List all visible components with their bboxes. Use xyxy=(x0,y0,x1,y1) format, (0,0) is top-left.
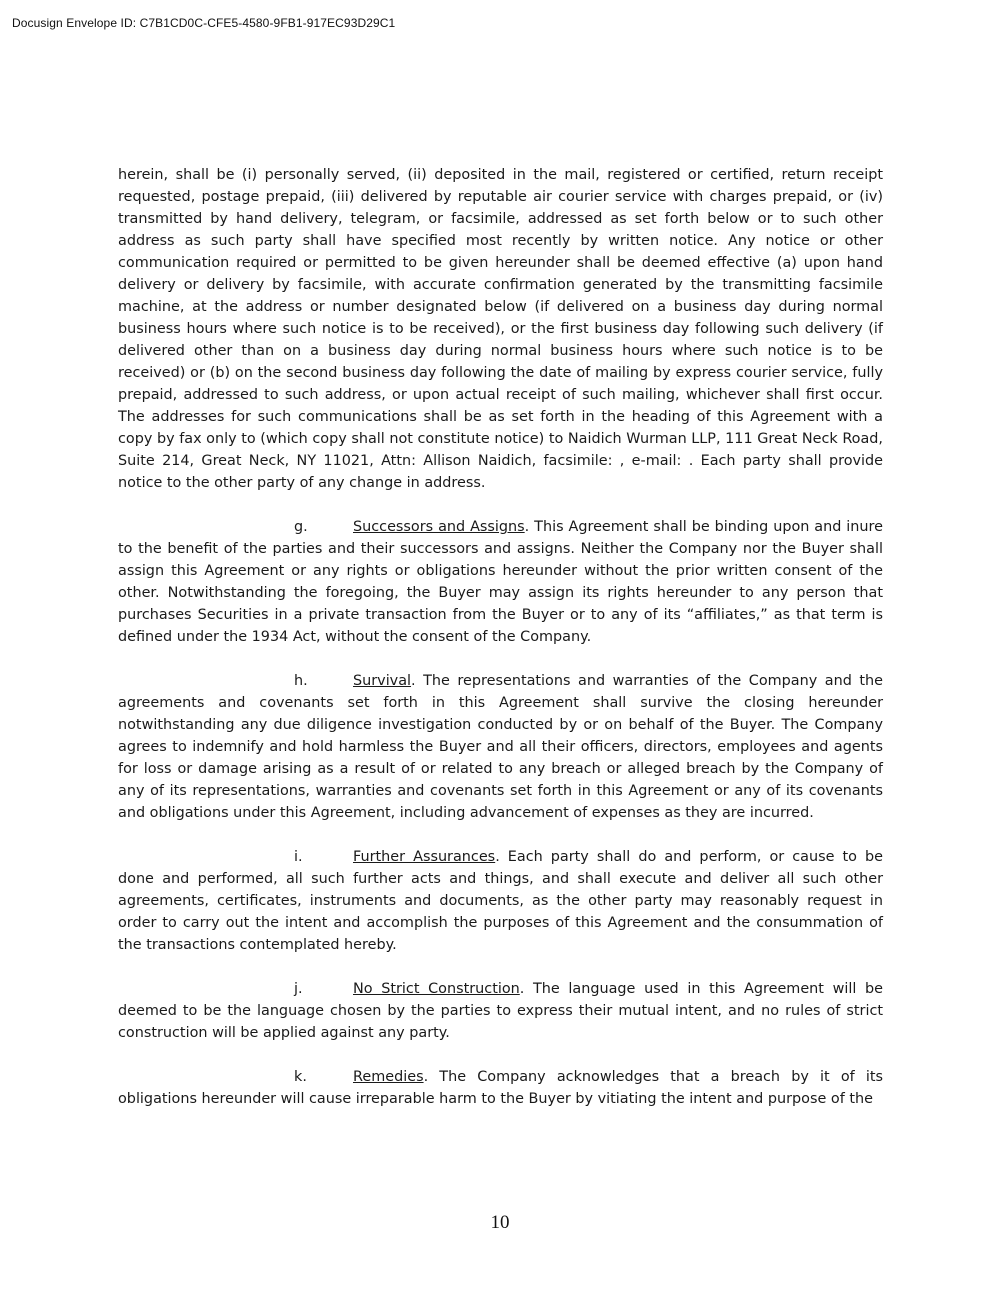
page-number: 10 xyxy=(490,1212,510,1233)
section-marker: g. xyxy=(294,519,308,535)
section-remedies xyxy=(118,1066,883,1110)
section-survival xyxy=(118,670,883,824)
continuation-paragraph: herein, shall be (i) personally served, (ii) deposited in the mail, registered or certified, return receipt requested, postage prepaid, (iii) delivered by reputable air courier service with charges prepaid, or (iv) transmitted by hand delivery, telegram, or facsimile, addressed as set forth below or to such other address as such party shall have specified most recently by written notice. Any notice or other communication required or permitted to be given hereunder shall be deemed effective (a) upon hand delivery or delivery by facsimile, with accurate confirmation generated by the transmitting facsimile machine, at the address or number designated below (if delivered on a business day during normal business hours where such notice is to be received), or the first business day following such delivery (if delivered other than on a business day during normal business hours where such notice is to be received) or (b) on the second business day following the date of mailing by express courier service, fully prepaid, addressed to such address, or upon actual receipt of such mailing, whichever shall first occur. The addresses for such communications shall be as set forth in the heading of this Agreement with a copy by fax only to (which copy shall not constitute notice) to Naidich Wurman LLP, 111 Great Neck Road, Suite 214, Great Neck, NY 11021, Attn: Allison Naidich, facsimile: , e-mail: . Each party shall provide notice to the other party of any change in address. xyxy=(118,167,883,491)
document-body xyxy=(118,164,883,1132)
section-heading: Survival xyxy=(353,673,412,689)
section-successors-assigns xyxy=(118,516,883,648)
section-further-assurances xyxy=(118,846,883,956)
section-marker: j. xyxy=(294,981,303,997)
section-marker: k. xyxy=(294,1069,307,1085)
section-heading: Successors and Assigns xyxy=(353,519,525,535)
section-body: . The language used in this Agreement will be deemed to be the language chosen by the parties to express their mutual intent, and no rules of strict construction will be applied against any party. xyxy=(118,981,884,1041)
section-marker: h. xyxy=(294,673,308,689)
section-heading: No Strict Construction xyxy=(353,981,520,997)
section-heading: Remedies xyxy=(353,1069,424,1085)
section-heading: Further Assurances xyxy=(353,849,496,865)
section-body: . The representations and warranties of the Company and the agreements and covenants set forth in this Agreement shall survive the closing hereunder notwithstanding any due diligence investigation conducted by or on behalf of the Buyer. The Company agrees to indemnify and hold harmless the Buyer and all their officers, directors, employees and agents for loss or damage arising as a result of or related to any breach or alleged breach by the Company of any of its representations, warranties and covenants set forth in this Agreement or any of its covenants and obligations under this Agreement, including advancement of expenses as they are incurred. xyxy=(118,673,883,821)
section-marker: i. xyxy=(294,849,303,865)
section-body: . Each party shall do and perform, or cause to be done and performed, all such further acts and things, and shall execute and deliver all such other agreements, certificates, instruments and documents, as the other party may reasonably request in order to carry out the intent and accomplish the purposes of this Agreement and the consummation of the transactions contemplated hereby. xyxy=(118,849,883,953)
envelope-id: Docusign Envelope ID: C7B1CD0C-CFE5-4580-9FB1-917EC93D29C1 xyxy=(12,16,396,30)
section-no-strict-construction xyxy=(118,978,883,1044)
section-body: . This Agreement shall be binding upon and inure to the benefit of the parties and their successors and assigns. Neither the Company nor the Buyer shall assign this Agreement or any rights or obligations hereunder without the prior written consent of the other. Notwithstanding the foregoing, the Buyer may assign its rights hereunder to any person that purchases Securities in a private transaction from the Buyer or to any of its “affiliates,” as that term is defined under the 1934 Act, without the consent of the Company. xyxy=(118,519,883,645)
section-body: . The Company acknowledges that a breach by it of its obligations hereunder will cause irreparable harm to the Buyer by vitiating the intent and purpose of the xyxy=(118,1069,883,1107)
